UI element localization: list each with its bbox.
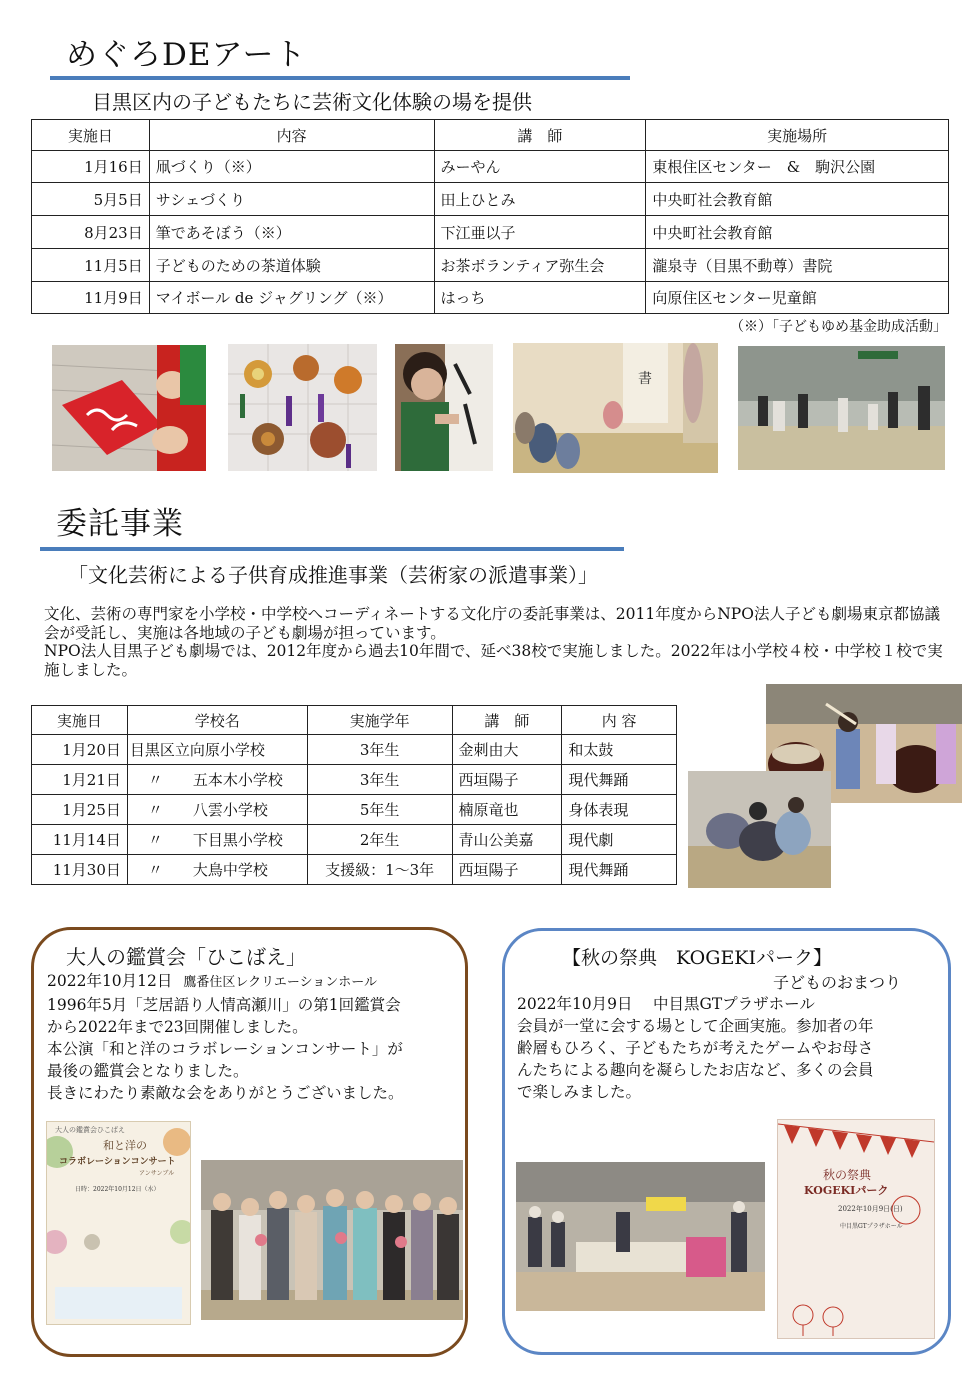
cell-teacher: 青山公美嘉 [452, 825, 562, 855]
cell-grade: 支援級：1～3年 [307, 855, 452, 885]
cell-teacher: はっち [434, 282, 646, 314]
cell-teacher: 西垣陽子 [452, 765, 562, 795]
header-teacher: 講 師 [452, 706, 562, 735]
cell-content: マイボール de ジャグリング（※） [149, 282, 434, 314]
poster-date: 2022年10月9日(日) [838, 1205, 903, 1213]
cell-school: 〃 大鳥中学校 [127, 855, 307, 885]
cell-school: 〃 下目黒小学校 [127, 825, 307, 855]
poster-line1: 秋の祭典 [823, 1168, 872, 1182]
cell-content: 子どものための茶道体験 [149, 249, 434, 282]
cell-content: 現代舞踊 [562, 855, 677, 885]
cell-place: 東根住区センター & 駒沢公園 [646, 151, 949, 183]
cell-date: 8月23日 [32, 216, 150, 249]
photo-tea-ceremony [513, 343, 718, 473]
table-row [32, 216, 949, 249]
header-date: 実施日 [32, 706, 128, 735]
cell-teacher: 金刺由大 [452, 735, 562, 765]
cell-place: 中央町社会教育館 [646, 183, 949, 216]
cell-grade: 3年生 [307, 735, 452, 765]
box-left-date-line [47, 970, 467, 994]
photo-brush-play [395, 344, 493, 471]
intro-paragraph-2: NPO法人目黒子ども劇場では、2012年度から過去10年間で、延べ38校で実施しました。2022年は小学校４校・中学校１校で実施しました。 [44, 642, 943, 679]
photo-dance [688, 771, 831, 888]
header-place: 実施場所 [646, 120, 949, 151]
box-left-line: 最後の鑑賞会となりました。 [47, 1062, 249, 1080]
section1-rule [50, 76, 630, 80]
photo-festival [516, 1162, 765, 1311]
cell-content: 筆であそぼう（※） [149, 216, 434, 249]
cell-content: 凧づくり（※） [149, 151, 434, 183]
photo-kite-making [52, 345, 206, 471]
table-row [32, 855, 677, 885]
cell-teacher: 田上ひとみ [434, 183, 646, 216]
box-right-line: んたちによる趣向を凝らしたお店など、多くの会員 [517, 1061, 874, 1079]
cell-school: 〃 五本木小学校 [127, 765, 307, 795]
cell-content: 現代舞踊 [562, 765, 677, 795]
table-row [32, 282, 949, 314]
box-right-title: 【秋の祭典 KOGEKIパーク】 [562, 947, 833, 969]
cell-grade: 5年生 [307, 795, 452, 825]
flyer-line1: 和と洋の [103, 1139, 147, 1152]
cell-date: 1月25日 [32, 795, 128, 825]
box-right-date-line: 2022年10月9日 中目黒GTプラザホール [517, 995, 815, 1013]
flyer-date: 日時：2022年10月12日（水） [75, 1186, 160, 1193]
cell-place: 中央町社会教育館 [646, 216, 949, 249]
table-row [32, 249, 949, 282]
table-row [32, 825, 677, 855]
cell-date: 1月21日 [32, 765, 128, 795]
cell-date: 1月20日 [32, 735, 128, 765]
cell-place: 瀧泉寺（目黒不動尊）書院 [646, 249, 949, 282]
cell-content: 現代劇 [562, 825, 677, 855]
box-left-date: 2022年10月12日 [47, 972, 173, 990]
cell-date: 11月30日 [32, 855, 128, 885]
cell-teacher: 楠原竜也 [452, 795, 562, 825]
section2-title: 委託事業 [56, 506, 184, 542]
flyer-top-text: 大人の鑑賞会ひこばえ [55, 1126, 125, 1134]
box-left-line: から2022年まで23回開催しました。 [47, 1018, 308, 1036]
box-right-line: 会員が一堂に会する場として企画実施。参加者の年 [517, 1017, 874, 1035]
box-left-body [47, 970, 467, 1104]
table-row [32, 735, 677, 765]
cell-teacher: 下江亜以子 [434, 216, 646, 249]
box-right-body [517, 993, 942, 1103]
table-row [32, 795, 677, 825]
section1-title: めぐろDEアート [66, 37, 307, 73]
box-right-line: で楽しみました。 [517, 1083, 642, 1101]
art-schedule-table [31, 119, 949, 314]
photo-sachet [228, 344, 377, 471]
cell-grade: 2年生 [307, 825, 452, 855]
cell-content: 身体表現 [562, 795, 677, 825]
table-row [32, 151, 949, 183]
section2-intro [44, 605, 944, 679]
box-left-line: 長きにわたり素敵な会をありがとうございました。 [47, 1084, 404, 1102]
header-school: 学校名 [127, 706, 307, 735]
flyer-line3: アンサンブル [139, 1170, 175, 1177]
cell-teacher: お茶ボランティア弥生会 [434, 249, 646, 282]
section2-rule [40, 547, 624, 551]
cell-grade: 3年生 [307, 765, 452, 795]
cell-date: 1月16日 [32, 151, 150, 183]
table-row [32, 183, 949, 216]
cell-date: 11月14日 [32, 825, 128, 855]
concert-flyer [46, 1121, 191, 1325]
photo-juggling [738, 346, 945, 470]
poster-venue: 中目黒GTプラザホール [840, 1223, 903, 1230]
header-date: 実施日 [32, 120, 150, 151]
poster-line2: KOGEKIパーク [804, 1184, 889, 1197]
cell-date: 11月9日 [32, 282, 150, 314]
box-left-line: 1996年5月「芝居語り人情高瀬川」の第1回鑑賞会 [47, 996, 401, 1014]
cell-teacher: 西垣陽子 [452, 855, 562, 885]
cell-content: サシェづくり [149, 183, 434, 216]
box-right-line: 齢層もひろく、子どもたちが考えたゲームやお母さ [517, 1039, 874, 1057]
festival-poster [777, 1119, 935, 1339]
box-left-title: 大人の鑑賞会「ひこばえ」 [66, 945, 306, 969]
header-content: 内 容 [562, 706, 677, 735]
section1-subtitle: 目黒区内の子どもたちに芸術文化体験の場を提供 [92, 90, 532, 114]
box-left-line: 本公演「和と洋のコラボレーションコンサート」が [47, 1040, 403, 1058]
intro-paragraph-1: 文化、芸術の専門家を小学校・中学校へコーディネートする文化庁の委託事業は、2011年度からNPO法人子ども劇場東京都協議会が受託し、実施は各地域の子ども劇場が担っています。 [44, 605, 940, 642]
cell-content: 和太鼓 [562, 735, 677, 765]
box-left-venue: 鷹番住区レクリエーションホール [183, 975, 378, 990]
cell-place: 向原住区センター児童館 [646, 282, 949, 314]
cell-teacher: みーやん [434, 151, 646, 183]
svg-text:書: 書 [638, 371, 652, 387]
cell-school: 目黒区立向原小学校 [127, 735, 307, 765]
section2-subtitle: 「文化芸術による子供育成推進事業（芸術家の派遣事業）」 [68, 563, 598, 587]
header-content: 内容 [149, 120, 434, 151]
cell-date: 11月5日 [32, 249, 150, 282]
flyer-line2: コラボレーションコンサート [59, 1157, 176, 1167]
cell-school: 〃 八雲小学校 [127, 795, 307, 825]
photo-group [201, 1160, 463, 1320]
header-teacher: 講 師 [434, 120, 646, 151]
table-note: （※）「子どもゆめ基金助成活動」 [730, 319, 947, 335]
cell-date: 5月5日 [32, 183, 150, 216]
table-row [32, 765, 677, 795]
header-grade: 実施学年 [307, 706, 452, 735]
box-right-subtitle: 子どものおまつり [773, 973, 902, 992]
school-schedule-table [31, 705, 677, 885]
